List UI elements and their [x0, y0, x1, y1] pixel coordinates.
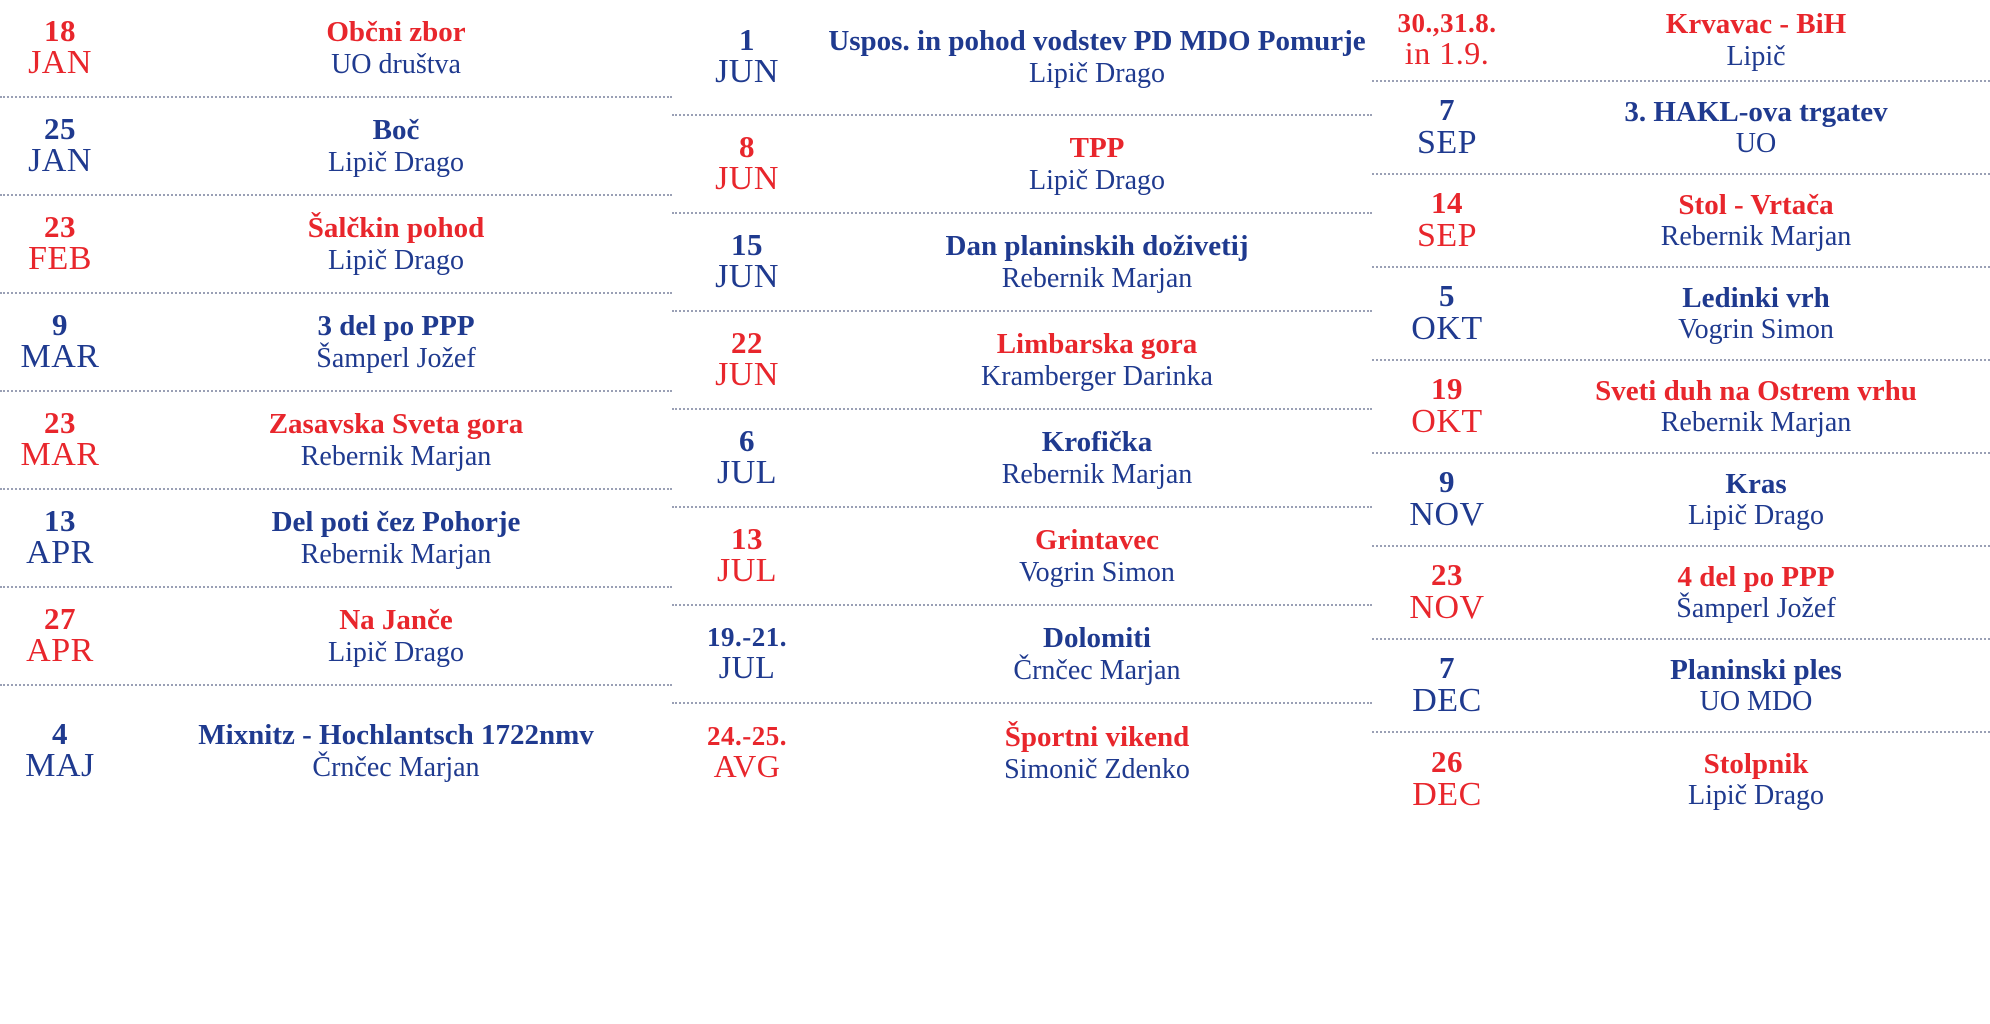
- calendar-entry: [0, 588, 672, 686]
- entry-day: 13: [44, 502, 76, 538]
- entry-leader: Simonič Zdenko: [1004, 753, 1190, 785]
- calendar-entry: [1372, 640, 1990, 733]
- entry-title: Sveti duh na Ostrem vrhu: [1595, 374, 1917, 407]
- calendar-entry: [672, 214, 1372, 312]
- calendar-entry: [672, 606, 1372, 704]
- entry-leader: Lipič Drago: [1028, 164, 1166, 196]
- calendar-entry: [1372, 175, 1990, 268]
- calendar-entry: [672, 410, 1372, 508]
- entry-title: 4 del po PPP: [1677, 560, 1835, 593]
- entry-day: 6: [739, 422, 755, 458]
- entry-month: JAN: [28, 142, 92, 180]
- calendar-entry: [0, 0, 672, 98]
- entry-title: Šalčkin pohod: [307, 212, 485, 245]
- entry-date: [0, 502, 120, 572]
- calendar-entry: [0, 490, 672, 588]
- entry-date: [0, 12, 120, 82]
- entry-date: [672, 324, 822, 394]
- entry-leader: Rebernik Marjan: [300, 538, 492, 570]
- entry-month: JUL: [716, 454, 778, 492]
- entry-date: [1372, 280, 1522, 346]
- entry-info: [1522, 748, 1990, 812]
- entry-day: 19.-21.: [707, 621, 787, 652]
- entry-date: [0, 715, 120, 785]
- entry-title: Krofička: [1041, 426, 1153, 459]
- entry-leader: Lipič Drago: [1687, 780, 1825, 812]
- entry-leader: UO: [1735, 128, 1777, 160]
- entry-leader: Lipič Drago: [327, 636, 465, 668]
- entry-day: 15: [731, 226, 763, 262]
- entry-day: 23: [1431, 557, 1463, 593]
- entry-leader: Šamperl Jožef: [316, 342, 476, 374]
- entry-leader: Rebernik Marjan: [1660, 407, 1852, 439]
- entry-leader: Lipič: [1726, 40, 1786, 72]
- entry-month: DEC: [1412, 775, 1482, 813]
- entry-month: APR: [26, 632, 94, 670]
- calendar-entry: [0, 686, 672, 816]
- entry-info: [1522, 8, 1990, 72]
- entry-leader: Lipič Drago: [327, 244, 465, 276]
- entry-title: Zasavska Sveta gora: [268, 408, 524, 441]
- calendar-entry: [0, 392, 672, 490]
- entry-leader: Rebernik Marjan: [1001, 262, 1193, 294]
- entry-day: 24.-25.: [707, 720, 787, 751]
- entry-title: Uspos. in pohod vodstev PD MDO Pomurje: [828, 25, 1366, 58]
- entry-title: Del poti čez Pohorje: [271, 506, 521, 539]
- entry-info: [1522, 282, 1990, 346]
- entry-day: 7: [1439, 92, 1455, 128]
- entry-day: 9: [52, 306, 68, 342]
- entry-title: Dan planinskih doživetij: [945, 230, 1249, 263]
- calendar-entry: [1372, 82, 1990, 175]
- entry-day: 23: [44, 404, 76, 440]
- entry-month: NOV: [1409, 588, 1485, 626]
- entry-info: [1522, 654, 1990, 718]
- entry-date: [672, 720, 822, 785]
- entry-title: Kras: [1725, 467, 1787, 500]
- calendar-entry: [1372, 733, 1990, 826]
- entry-month: JUN: [715, 356, 779, 394]
- entry-date: [0, 600, 120, 670]
- calendar-entry: [1372, 547, 1990, 640]
- calendar-entry: [672, 116, 1372, 214]
- entry-date: [672, 422, 822, 492]
- entry-info: [822, 721, 1372, 785]
- entry-leader: Lipič Drago: [1028, 57, 1166, 89]
- entry-info: [822, 328, 1372, 392]
- entry-title: Dolomiti: [1043, 622, 1151, 655]
- entry-leader: Vogrin Simon: [1019, 556, 1175, 588]
- entry-month: JUL: [718, 649, 776, 686]
- entry-day: 18: [44, 12, 76, 48]
- entry-info: [120, 212, 672, 276]
- entry-info: [120, 719, 672, 783]
- entry-info: [1522, 561, 1990, 625]
- entry-day: 7: [1439, 650, 1455, 686]
- entry-date: [1372, 7, 1522, 72]
- entry-title: Stol - Vrtača: [1678, 188, 1834, 221]
- entry-date: [672, 21, 822, 91]
- entry-leader: Črnčec Marjan: [1013, 654, 1181, 686]
- entry-title: Stolpnik: [1703, 747, 1809, 780]
- entry-day: 5: [1439, 278, 1455, 314]
- calendar-entry: [1372, 268, 1990, 361]
- entry-info: [822, 524, 1372, 588]
- entry-date: [0, 208, 120, 278]
- calendar-entry: [0, 98, 672, 196]
- calendar-entry: [672, 0, 1372, 116]
- entry-leader: Kramberger Darinka: [981, 360, 1213, 392]
- entry-info: [120, 408, 672, 472]
- entry-title: TPP: [1069, 132, 1125, 165]
- entry-title: Limbarska gora: [996, 328, 1198, 361]
- entry-month: SEP: [1416, 216, 1478, 254]
- entry-month: FEB: [28, 240, 92, 278]
- entry-day: 23: [44, 208, 76, 244]
- entry-date: [1372, 746, 1522, 812]
- calendar-entry: [1372, 361, 1990, 454]
- entry-info: [1522, 468, 1990, 532]
- entry-date: [1372, 94, 1522, 160]
- calendar-column-2: [672, 0, 1372, 1024]
- entry-date: [672, 226, 822, 296]
- entry-title: Grintavec: [1034, 524, 1159, 557]
- entry-info: [822, 132, 1372, 196]
- entry-month: OKT: [1411, 402, 1483, 440]
- entry-date: [672, 128, 822, 198]
- entry-leader: Lipič Drago: [327, 146, 465, 178]
- entry-leader: Rebernik Marjan: [1660, 221, 1852, 253]
- entry-month: NOV: [1409, 495, 1485, 533]
- entry-leader: Rebernik Marjan: [300, 440, 492, 472]
- entry-info: [120, 506, 672, 570]
- entry-month: in 1.9.: [1404, 35, 1490, 72]
- entry-info: [120, 604, 672, 668]
- calendar-entry: [672, 312, 1372, 410]
- entry-day: 14: [1431, 185, 1463, 221]
- entry-month: MAR: [20, 338, 100, 376]
- entry-day: 9: [1439, 464, 1455, 500]
- entry-info: [120, 16, 672, 80]
- entry-day: 27: [44, 600, 76, 636]
- entry-month: JUN: [715, 258, 779, 296]
- entry-info: [1522, 375, 1990, 439]
- entry-month: JAN: [28, 44, 92, 82]
- entry-info: [822, 622, 1372, 686]
- entry-date: [1372, 652, 1522, 718]
- entry-date: [0, 306, 120, 376]
- calendar-entry: [0, 294, 672, 392]
- entry-info: [120, 310, 672, 374]
- entry-leader: Črnčec Marjan: [312, 751, 480, 783]
- entry-title: Boč: [372, 114, 420, 147]
- calendar-column-3: [1372, 0, 1990, 1024]
- entry-date: [1372, 373, 1522, 439]
- entry-date: [672, 621, 822, 686]
- entry-day: 19: [1431, 371, 1463, 407]
- entry-title: Mixnitz - Hochlantsch 1722nmv: [198, 719, 594, 752]
- entry-day: 4: [52, 715, 68, 751]
- entry-leader: Rebernik Marjan: [1001, 458, 1193, 490]
- entry-month: SEP: [1416, 123, 1478, 161]
- entry-month: JUL: [716, 552, 778, 590]
- entry-day: 26: [1431, 744, 1463, 780]
- entry-day: 22: [731, 324, 763, 360]
- entry-info: [120, 114, 672, 178]
- entry-month: JUN: [715, 53, 779, 91]
- entry-leader: Vogrin Simon: [1678, 314, 1834, 346]
- calendar-entry: [1372, 0, 1990, 82]
- entry-info: [822, 230, 1372, 294]
- calendar-entry: [672, 704, 1372, 802]
- entry-leader: UO MDO: [1699, 686, 1813, 718]
- entry-date: [672, 520, 822, 590]
- entry-leader: Lipič Drago: [1687, 500, 1825, 532]
- entry-leader: Šamperl Jožef: [1676, 593, 1836, 625]
- entry-info: [1522, 96, 1990, 160]
- entry-title: 3. HAKL-ova trgatev: [1624, 95, 1888, 128]
- entry-month: OKT: [1411, 309, 1483, 347]
- entry-title: 3 del po PPP: [317, 310, 475, 343]
- entry-month: APR: [26, 534, 94, 572]
- entry-date: [0, 110, 120, 180]
- entry-title: Na Janče: [339, 604, 453, 637]
- entry-month: JUN: [715, 160, 779, 198]
- entry-day: 8: [739, 128, 755, 164]
- entry-title: Občni zbor: [326, 16, 466, 49]
- entry-day: 1: [739, 21, 755, 57]
- entry-month: MAJ: [25, 747, 95, 785]
- calendar-entry: [672, 508, 1372, 606]
- entry-title: Planinski ples: [1670, 653, 1842, 686]
- entry-day: 13: [731, 520, 763, 556]
- entry-title: Športni vikend: [1004, 721, 1190, 754]
- entry-month: DEC: [1412, 681, 1482, 719]
- entry-day: 30.,31.8.: [1397, 7, 1497, 38]
- entry-day: 25: [44, 110, 76, 146]
- entry-date: [1372, 187, 1522, 253]
- entry-leader: UO društva: [331, 48, 461, 80]
- entry-info: [1522, 189, 1990, 253]
- entry-title: Krvavac - BiH: [1665, 8, 1847, 41]
- entry-date: [0, 404, 120, 474]
- entry-date: [1372, 559, 1522, 625]
- entry-date: [1372, 466, 1522, 532]
- entry-month: AVG: [713, 748, 781, 785]
- entry-info: [822, 426, 1372, 490]
- calendar-entry: [0, 196, 672, 294]
- entry-month: MAR: [20, 436, 100, 474]
- calendar-entry: [1372, 454, 1990, 547]
- calendar-column-1: [0, 0, 672, 1024]
- entry-info: [822, 25, 1372, 89]
- entry-title: Ledinki vrh: [1682, 281, 1830, 314]
